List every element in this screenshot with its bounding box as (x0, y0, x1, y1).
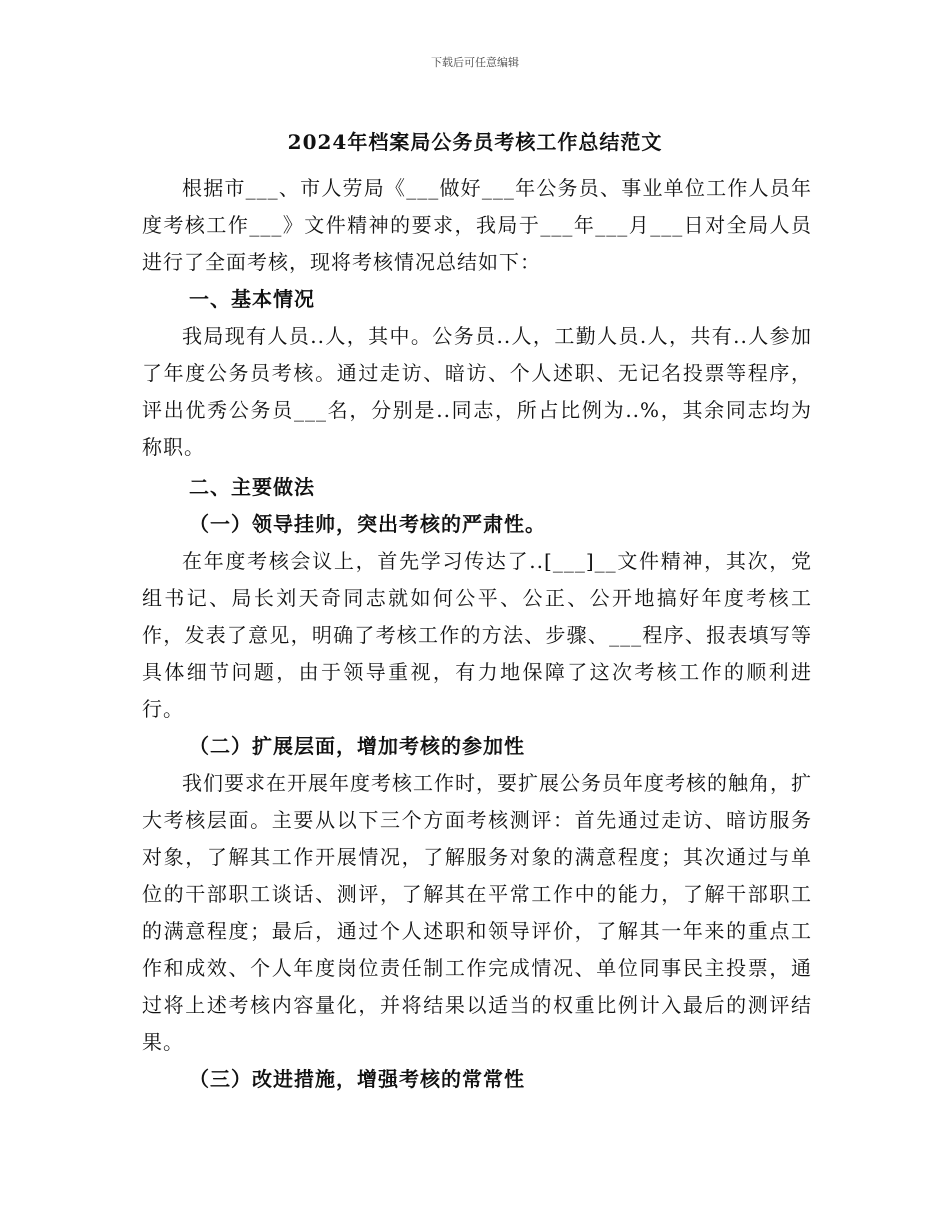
header-note: 下载后可任意编辑 (431, 56, 519, 69)
paragraph-basic-situation: 我局现有人员..人，其中。公务员..人，工勤人员.人，共有..人参加了年度公务员考核。通过走访、暗访、个人述职、无记名投票等程序，评出优秀公务员___名，分别是..同志，所占比例为..%，其余同志均为称职。 (142, 324, 812, 459)
subheading-improve-measures: （三）改进措施，增强考核的常常性 (189, 1067, 525, 1091)
document-body (142, 170, 812, 1098)
subheading-expand-scope: （二）扩展层面，增加考核的参加性 (189, 734, 525, 758)
paragraph-intro: 根据市___、市人劳局《___做好___年公务员、事业单位工作人员年度考核工作___》文件精神的要求，我局于___年___月___日对全局人员进行了全面考核，现将考核情况总结如下： (142, 176, 812, 274)
section-heading-main-practices: 二、主要做法 (189, 475, 315, 499)
paragraph-leadership: 在年度考核会议上，首先学习传达了..[___]__文件精神，其次，党组书记、局长刘天奇同志就如何公平、公正、公开地搞好年度考核工作，发表了意见，明确了考核工作的方法、步骤、___程序、报表填写等具体细节问题，由于领导重视，有力地保障了这次考核工作的顺利进行。 (142, 549, 812, 721)
document-title: 2024年档案局公务员考核工作总结范文 (287, 130, 663, 154)
section-heading-basic-situation: 一、基本情况 (189, 287, 315, 311)
paragraph-expand-scope: 我们要求在开展年度考核工作时，要扩展公务员年度考核的触角，扩大考核层面。主要从以下三个方面考核测评：首先通过走访、暗访服务对象，了解其工作开展情况，了解服务对象的满意程度；其次通过与单位的干部职工谈话、测评，了解其在平常工作中的能力，了解干部职工的满意程度；最后，通过个人述职和领导评价，了解其一年来的重点工作和成效、个人年度岗位责任制工作完成情况、单位同事民主投票，通过将上述考核内容量化，并将结果以适当的权重比例计入最后的测评结果。 (142, 771, 812, 1054)
subheading-leadership: （一）领导挂帅，突出考核的严肃性。 (189, 512, 546, 536)
